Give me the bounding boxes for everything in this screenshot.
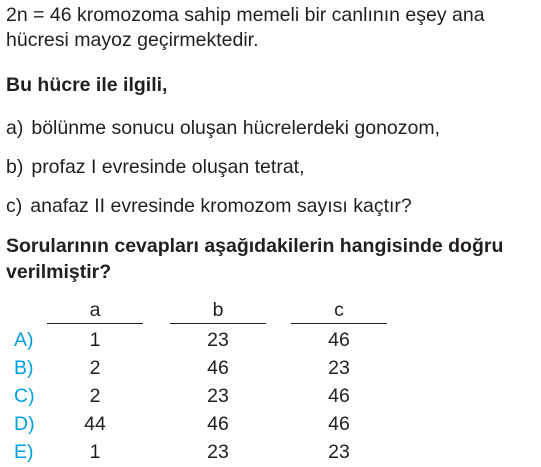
sub-question-a xyxy=(6,117,440,140)
intro-line-2: hücresi mayoz geçirmektedir. xyxy=(6,29,259,51)
option-letter: A) xyxy=(14,329,34,351)
option-letter: B) xyxy=(14,357,34,379)
option-value-a: 1 xyxy=(89,441,101,463)
question-stem xyxy=(6,233,536,285)
option-value-a: 2 xyxy=(89,385,101,407)
column-rule-a xyxy=(47,323,143,324)
answer-option-c[interactable] xyxy=(0,382,541,410)
sub-question-letter: b) xyxy=(6,156,24,178)
option-value-c: 46 xyxy=(328,385,350,407)
option-value-c: 23 xyxy=(328,441,350,463)
sub-question-text: bölünme sonucu oluşan hücrelerdeki gonozom, xyxy=(31,117,441,139)
option-value-a: 1 xyxy=(89,329,101,351)
option-value-c: 46 xyxy=(328,413,350,435)
answer-option-e[interactable] xyxy=(0,438,541,466)
sub-question-c xyxy=(6,195,412,218)
answer-option-d[interactable] xyxy=(0,410,541,438)
column-rule-c xyxy=(291,323,387,324)
intro-line-1: 2n = 46 kromozoma sahip memeli bir canlının eşey ana xyxy=(6,4,485,26)
option-value-b: 23 xyxy=(207,385,229,407)
question-intro xyxy=(6,3,536,53)
option-value-c: 23 xyxy=(328,357,350,379)
option-value-b: 23 xyxy=(207,441,229,463)
sub-question-text: profaz I evresinde oluşan tetrat, xyxy=(31,156,305,178)
sub-question-b xyxy=(6,156,305,179)
option-value-c: 46 xyxy=(328,329,350,351)
answer-option-a[interactable] xyxy=(0,326,541,354)
option-letter: D) xyxy=(14,413,35,435)
sub-question-letter: c) xyxy=(6,195,23,217)
option-letter: E) xyxy=(14,441,34,463)
question-line-1: Sorularının cevapları aşağıdakilerin hangisinde doğru xyxy=(6,235,504,257)
option-value-a: 44 xyxy=(84,413,106,435)
sub-question-letter: a) xyxy=(6,117,24,139)
answer-option-b[interactable] xyxy=(0,354,541,382)
option-value-b: 23 xyxy=(207,329,229,351)
column-header-c: c xyxy=(334,299,344,321)
column-rule-b xyxy=(170,323,266,324)
column-header-a: a xyxy=(89,299,101,321)
question-line-2: verilmiştir? xyxy=(6,261,112,283)
column-header-b: b xyxy=(212,299,224,321)
option-letter: C) xyxy=(14,385,35,407)
option-value-a: 2 xyxy=(89,357,101,379)
sub-question-text: anafaz II evresinde kromozom sayısı kaçtır? xyxy=(30,195,412,217)
lead-text: Bu hücre ile ilgili, xyxy=(6,74,168,96)
option-value-b: 46 xyxy=(207,357,229,379)
option-value-b: 46 xyxy=(207,413,229,435)
